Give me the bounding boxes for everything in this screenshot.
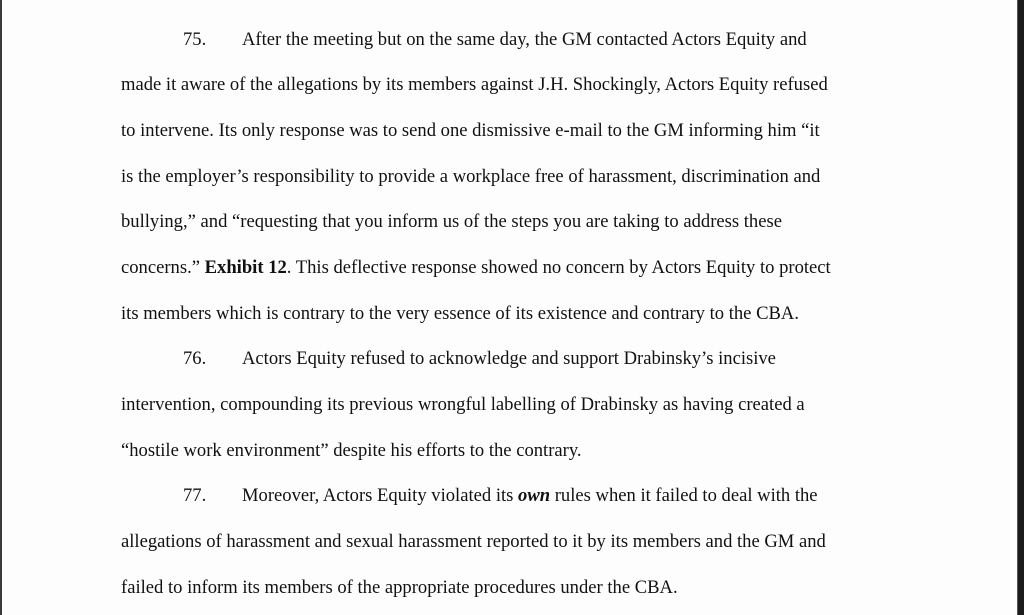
paragraph-77-line-3: failed to inform its members of the appropriate procedures under the CBA. <box>121 577 678 598</box>
line-text: . This deflective response showed no concern by Actors Equity to protect <box>286 257 831 278</box>
paragraph-number: 77. <box>183 485 207 506</box>
line-text: rules when it failed to deal with the <box>550 485 818 506</box>
paragraph-77-line-1 <box>183 487 818 506</box>
line-text: Moreover, Actors Equity violated its <box>242 485 519 506</box>
right-page-edge <box>1017 0 1024 615</box>
paragraph-75-line-1 <box>183 31 807 50</box>
paragraph-76-line-2: intervention, compounding its previous wrongful labelling of Drabinsky as having created a <box>121 394 805 415</box>
paragraph-number: 75. <box>183 29 207 50</box>
emphasized-word: own <box>518 485 551 506</box>
paragraph-75-line-3: to intervene. Its only response was to send one dismissive e-mail to the GM informing him “it <box>121 120 820 141</box>
paragraph-75-line-4: is the employer’s responsibility to provide a workplace free of harassment, discrimination and <box>121 166 821 187</box>
line-text: concerns.” <box>121 257 205 278</box>
line-text: Actors Equity refused to acknowledge and support Drabinsky’s incisive <box>242 348 776 369</box>
paragraph-75-line-2: made it aware of the allegations by its members against J.H. Shockingly, Actors Equity refused <box>121 74 828 95</box>
paragraph-76-line-1 <box>183 350 776 369</box>
exhibit-reference: Exhibit 12 <box>204 257 287 278</box>
paragraph-75-line-6 <box>121 259 831 278</box>
paragraph-75-line-5: bullying,” and “requesting that you inform us of the steps you are taking to address these <box>121 211 782 232</box>
document-page <box>2 0 1017 615</box>
paragraph-76-line-3: “hostile work environment” despite his efforts to the contrary. <box>121 440 582 461</box>
paragraph-number: 76. <box>183 348 207 369</box>
paragraph-75-line-7: its members which is contrary to the very essence of its existence and contrary to the CBA. <box>121 303 799 324</box>
paragraph-77-line-2: allegations of harassment and sexual harassment reported to it by its members and the GM and <box>121 531 826 552</box>
line-text: After the meeting but on the same day, the GM contacted Actors Equity and <box>242 29 807 50</box>
